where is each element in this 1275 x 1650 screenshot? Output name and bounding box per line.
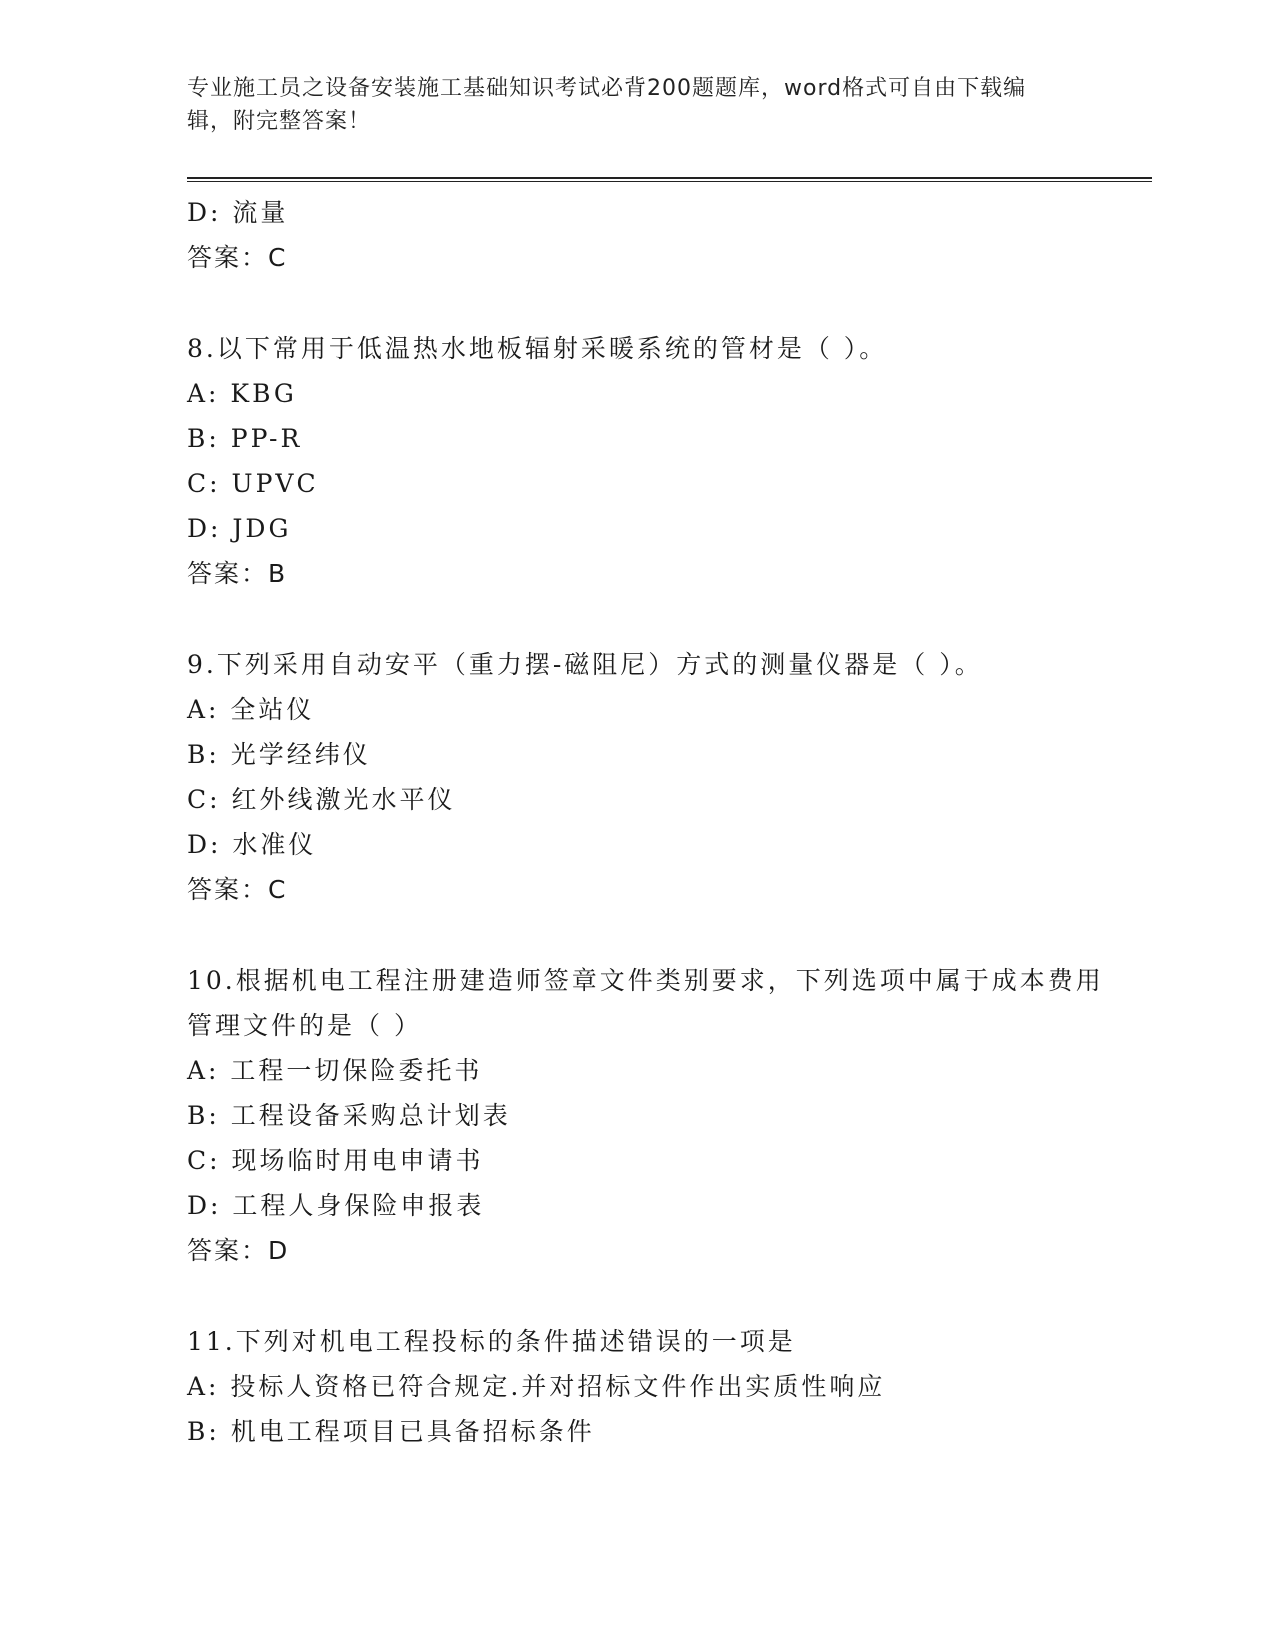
- header-divider-thin: [187, 181, 1152, 182]
- option-c: C: 现场临时用电申请书: [187, 1146, 484, 1175]
- option-a: A: 投标人资格已符合规定.并对招标文件作出实质性响应: [187, 1372, 886, 1401]
- option-d: D: JDG: [187, 514, 292, 543]
- answer: 答案：C: [187, 875, 288, 904]
- question-10: [187, 958, 1107, 1273]
- question-8: [187, 326, 1107, 596]
- prev-answer: 答案：C: [187, 243, 288, 272]
- question-stem: 10.根据机电工程注册建造师签章文件类别要求，下列选项中属于成本费用管理文件的是（ ）: [187, 966, 1104, 1040]
- document-header: 专业施工员之设备安装施工基础知识考试必背200题题库，word格式可自由下载编辑，附完整答案！: [187, 76, 1027, 134]
- option-a: A: KBG: [187, 379, 297, 408]
- option-b: B: 工程设备采购总计划表: [187, 1101, 511, 1130]
- option-d: D: 水准仪: [187, 830, 317, 859]
- answer: 答案：B: [187, 559, 288, 588]
- option-b: B: PP-R: [187, 424, 303, 453]
- question-11: [187, 1319, 1107, 1454]
- option-d: D: 工程人身保险申报表: [187, 1191, 485, 1220]
- option-b: B: 机电工程项目已具备招标条件: [187, 1417, 595, 1446]
- prev-option-d: D: 流量: [187, 198, 289, 227]
- question-stem: 8.以下常用于低温热水地板辐射采暖系统的管材是（ ）。: [187, 334, 888, 363]
- question-9: [187, 642, 1107, 912]
- question-stem: 11.下列对机电工程投标的条件描述错误的一项是: [187, 1327, 796, 1356]
- answer: 答案：D: [187, 1236, 290, 1265]
- question-stem: 9.下列采用自动安平（重力摆-磁阻尼）方式的测量仪器是（ ）。: [187, 650, 983, 679]
- header-divider: [187, 177, 1152, 179]
- option-c: C: 红外线激光水平仪: [187, 785, 456, 814]
- option-c: C: UPVC: [187, 469, 319, 498]
- option-a: A: 全站仪: [187, 695, 315, 724]
- question-list: [187, 190, 1107, 1454]
- option-a: A: 工程一切保险委托书: [187, 1056, 483, 1085]
- option-b: B: 光学经纬仪: [187, 740, 371, 769]
